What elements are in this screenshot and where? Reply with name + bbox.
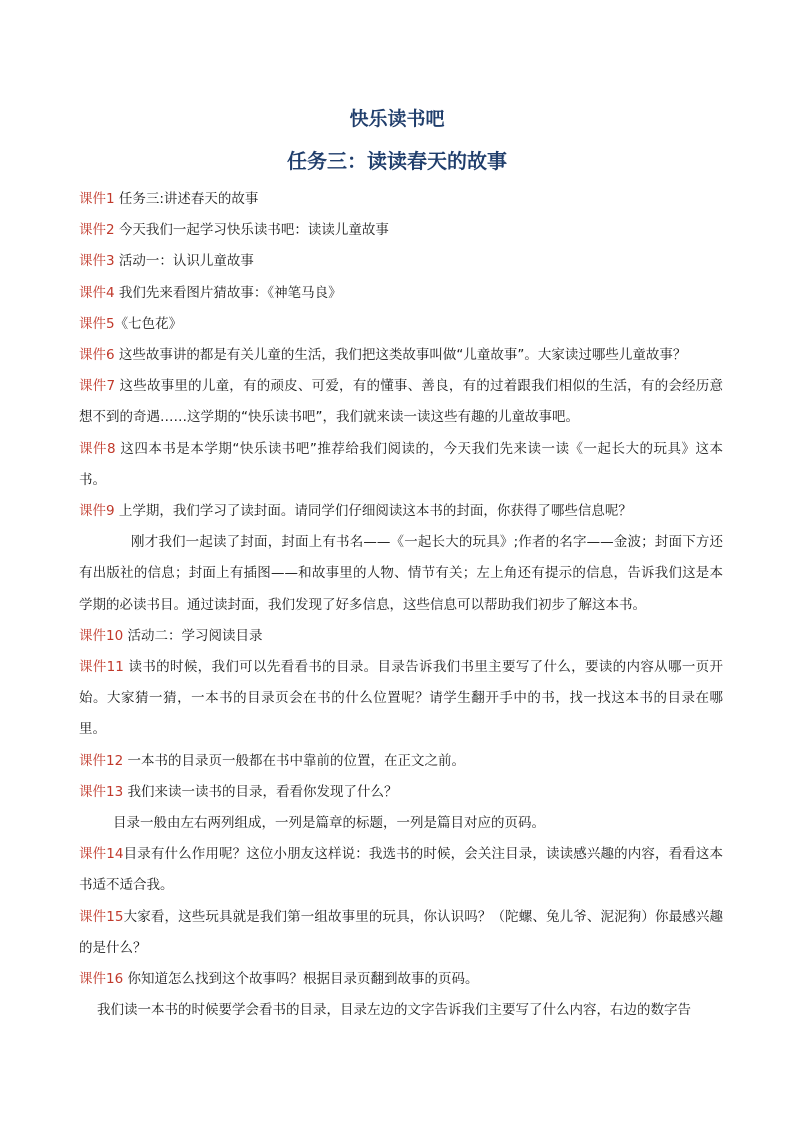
slide-label: 课件16 xyxy=(79,971,124,988)
paragraph-text: 活动二：学习阅读目录 xyxy=(123,627,263,644)
paragraph-9 xyxy=(79,496,723,527)
paragraph-6 xyxy=(79,340,723,371)
paragraph-text: 我们先来看图片猜故事：《神笔马良》 xyxy=(114,284,342,301)
slide-label: 课件2 xyxy=(79,222,115,239)
paragraph-text: 任务三:讲述春天的故事 xyxy=(114,191,259,207)
paragraph-18 xyxy=(79,964,723,995)
paragraph-text: 目录有什么作用呢？这位小朋友这样说：我选书的时候，会关注目录，读读感兴趣的内容，看看这本书适不适合我。 xyxy=(79,846,723,894)
slide-label: 课件3 xyxy=(79,253,115,270)
paragraph-5 xyxy=(79,309,723,340)
paragraph-4 xyxy=(79,278,723,309)
paragraph-8 xyxy=(79,434,723,496)
paragraph-2 xyxy=(79,215,723,246)
slide-label: 课件1 xyxy=(79,191,115,207)
paragraph-text: 读书的时候，我们可以先看看书的目录。目录告诉我们书里主要写了什么，要读的内容从哪一页开始。大家猜一猜，一本书的目录页会在书的什么位置呢？请学生翻开手中的书，找一找这本书的目录在哪里。 xyxy=(79,659,723,738)
paragraph-11 xyxy=(79,621,723,652)
paragraph-text: 大家看，这些玩具就是我们第一组故事里的玩具，你认识吗？（陀螺、兔儿爷、泥泥狗）你最感兴趣的是什么？ xyxy=(79,908,723,956)
paragraph-19 xyxy=(79,995,723,1026)
paragraph-17 xyxy=(79,902,723,964)
document-body xyxy=(79,184,723,1026)
paragraph-14 xyxy=(79,777,723,808)
paragraph-text: 我们来读一读书的目录，看看你发现了什么？ xyxy=(123,783,398,800)
slide-label: 课件4 xyxy=(79,284,115,301)
paragraph-1 xyxy=(79,184,723,215)
paragraph-text: 今天我们一起学习快乐读书吧：读读儿童故事 xyxy=(114,222,389,239)
page-subtitle: 任务三：读读春天的故事 xyxy=(287,149,507,173)
paragraph-text: 这四本书是本学期“快乐读书吧”推荐给我们阅读的，今天我们先来读一读《一起长大的玩具》这本书。 xyxy=(79,440,724,488)
slide-label: 课件12 xyxy=(79,752,124,769)
paragraph-text: 这些故事里的儿童，有的顽皮、可爱，有的懂事、善良，有的过着跟我们相似的生活，有的会经历意想不到的奇遇……这学期的“快乐读书吧”，我们就来读一读这些有趣的儿童故事吧。 xyxy=(79,378,723,426)
slide-label: 课件9 xyxy=(79,503,115,520)
paragraph-text: 目录一般由左右两列组成，一列是篇章的标题，一列是篇目对应的页码。 xyxy=(113,815,545,832)
paragraph-text: 活动一：认识儿童故事 xyxy=(114,253,254,270)
slide-label: 课件15 xyxy=(79,908,124,925)
paragraph-text: 我们读一本书的时候要学会看书的目录，目录左边的文字告诉我们主要写了什么内容，右边的数字告 xyxy=(97,1002,691,1019)
paragraph-text: 上学期，我们学习了读封面。请同学们仔细阅读这本书的封面，你获得了哪些信息呢？ xyxy=(114,503,632,520)
paragraph-text: 一本书的目录页一般都在书中靠前的位置，在正文之前。 xyxy=(123,752,465,769)
paragraph-12 xyxy=(79,652,723,746)
slide-label: 课件14 xyxy=(79,846,124,863)
paragraph-15 xyxy=(79,808,723,839)
paragraph-text: 这些故事讲的都是有关儿童的生活，我们把这类故事叫做“儿童故事”。大家读过哪些儿童故事？ xyxy=(114,347,687,364)
paragraph-10 xyxy=(79,527,723,621)
paragraph-text: 《七色花》 xyxy=(114,315,183,332)
slide-label: 课件6 xyxy=(79,347,115,364)
paragraph-13 xyxy=(79,746,723,777)
slide-label: 课件5 xyxy=(79,315,115,332)
slide-label: 课件13 xyxy=(79,783,124,800)
page-title: 快乐读书吧 xyxy=(349,108,445,130)
slide-label: 课件10 xyxy=(79,627,124,644)
slide-label: 课件7 xyxy=(79,378,116,395)
paragraph-7 xyxy=(79,371,723,433)
paragraph-3 xyxy=(79,246,723,277)
paragraph-16 xyxy=(79,839,723,901)
paragraph-text: 你知道怎么找到这个故事吗？根据目录页翻到故事的页码。 xyxy=(123,971,479,988)
paragraph-text: 刚才我们一起读了封面，封面上有书名——《一起长大的玩具》;作者的名字——金波；封面下方还有出版社的信息；封面上有插图——和故事里的人物、情节有关；左上角还有提示的信息，告诉我们这是本学期的必读书目。通过读封面，我们发现了好多信息，这些信息可以帮助我们初步了解这本书。 xyxy=(79,534,723,613)
slide-label: 课件8 xyxy=(79,440,116,457)
slide-label: 课件11 xyxy=(79,659,124,676)
